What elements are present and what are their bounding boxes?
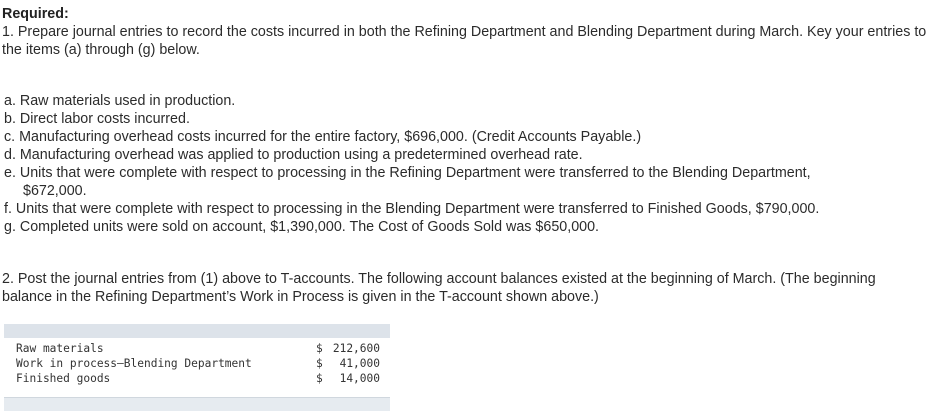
table-body	[4, 341, 390, 386]
item-d-text: d. Manufacturing overhead was applied to production using a predetermined overhead rate.	[4, 147, 583, 163]
balance-amount: 41,000	[339, 357, 380, 370]
table-header-bar	[4, 324, 390, 338]
balance-label: Finished goods	[16, 372, 111, 385]
balance-dollar-sign: $	[316, 342, 323, 355]
item-g-text: g. Completed units were sold on account, $1,390,000. The Cost of Goods Sold was $650,000.	[4, 219, 600, 235]
item-b	[4, 110, 929, 128]
item-e-text: e. Units that were complete with respect to processing in the Refining Department were transferred to the Blending Department,	[4, 165, 811, 181]
item-c-text: c. Manufacturing overhead costs incurred for the entire factory, $696,000. (Credit Accounts Payable.)	[4, 129, 642, 145]
balance-dollar-sign: $	[316, 372, 323, 385]
table-footer-bar	[4, 397, 390, 411]
table-row	[4, 371, 390, 386]
beginning-balances-table	[4, 324, 390, 410]
required-heading: Required:	[2, 6, 69, 22]
item-g	[4, 218, 929, 236]
table-row	[4, 341, 390, 356]
balance-amount: 14,000	[339, 372, 380, 385]
items-list	[4, 92, 929, 236]
item-a-text: a. Raw materials used in production.	[4, 93, 236, 109]
balance-label: Work in process–Blending Department	[16, 357, 252, 370]
question-1-text: 1. Prepare journal entries to record the costs incurred in both the Refining Department and Blending Department during March. Key your entries to the items (a) through (g) below.	[2, 24, 927, 58]
item-f	[4, 200, 929, 218]
item-f-text: f. Units that were complete with respect to processing in the Blending Department were transferred to Finished Goods, $790,000.	[4, 201, 820, 217]
item-e-continuation: $672,000.	[23, 183, 87, 199]
item-b-text: b. Direct labor costs incurred.	[4, 111, 190, 127]
balance-dollar-sign: $	[316, 357, 323, 370]
table-row	[4, 356, 390, 371]
item-a	[4, 92, 929, 110]
balance-label: Raw materials	[16, 342, 104, 355]
question-2-text: 2. Post the journal entries from (1) above to T-accounts. The following account balances existed at the beginning of March. (The beginning balance in the Refining Department’s Work in Process is given in the T-account shown above.)	[2, 271, 876, 305]
item-d	[4, 146, 929, 164]
item-c	[4, 128, 929, 146]
item-e	[4, 164, 929, 200]
balance-amount: 212,600	[332, 342, 380, 355]
